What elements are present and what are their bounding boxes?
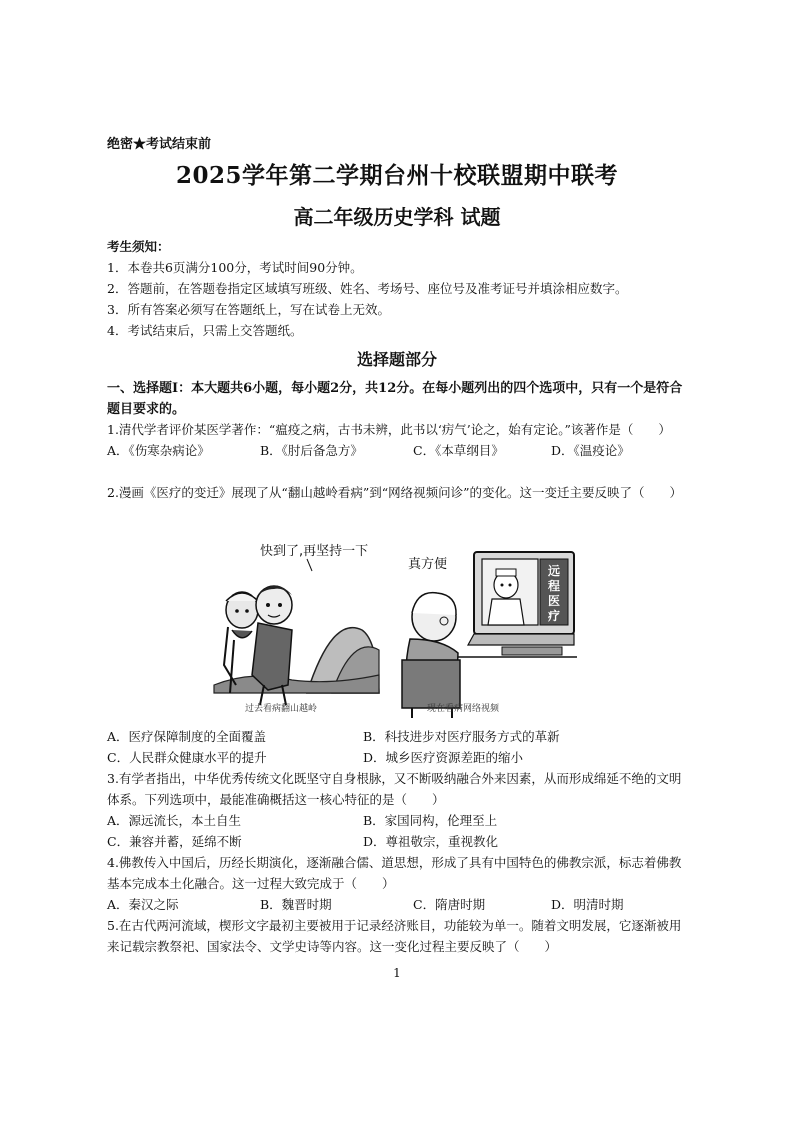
question-options: [107, 440, 687, 461]
question-stem: 5.在古代两河流域，楔形文字最初主要被用于记录经济账目，功能较为单一。随着文明发展，它逐渐被用来记载宗教祭祀、国家法令、文学史诗等内容。这一变化过程主要反映了（ ）: [107, 918, 682, 954]
question-2-options: [107, 726, 687, 768]
notes-heading: 考生须知：: [107, 239, 170, 254]
option-a: A．医疗保障制度的全面覆盖: [107, 729, 267, 744]
screen-sign-char: 程: [548, 579, 561, 593]
part1-heading: 一、选择题Ⅰ：本大题共6小题，每小题2分，共12分。在每小题列出的四个选项中，只有一个是符合题目要求的。: [107, 381, 683, 417]
question-5: [107, 915, 687, 957]
note-item: 4．考试结束后，只需上交答题纸。: [107, 323, 303, 338]
mountain-scene: [214, 575, 379, 705]
option-c: C．隋唐时期: [413, 897, 486, 912]
option-c: C．兼容并蓄，延绵不断: [107, 834, 242, 849]
left-speech: 快到了,再坚持一下: [260, 544, 369, 559]
question-3: [107, 768, 687, 852]
question-2: [107, 482, 687, 503]
right-speech: 真方便: [408, 557, 448, 572]
screen-sign-char: 疗: [548, 609, 561, 623]
confidential-label: 绝密★考试结束前: [107, 137, 212, 152]
option-c: C．《本草纲目》: [413, 443, 504, 458]
question-1: [107, 419, 687, 461]
option-b: B．《肘后备急方》: [260, 443, 363, 458]
exam-subtitle: 高二年级历史学科 试题: [293, 205, 501, 229]
option-b: B．家国同构，伦理至上: [363, 813, 498, 828]
note-item: 3．所有答案必须写在答题纸上，写在试卷上无效。: [107, 302, 390, 317]
right-caption: 现在看病网络视频: [427, 704, 500, 714]
option-c: C．人民群众健康水平的提升: [107, 750, 267, 765]
option-d: D．《温疫论》: [551, 443, 630, 458]
option-d: D．城乡医疗资源差距的缩小: [363, 750, 524, 765]
cartoon-figure: [212, 535, 582, 720]
candidate-notes: [107, 236, 687, 341]
option-b: B．科技进步对医疗服务方式的革新: [363, 729, 560, 744]
question-stem: 4.佛教传入中国后，历经长期演化，逐渐融合儒、道思想，形成了具有中国特色的佛教宗派，标志着佛教基本完成本土化融合。这一过程大致完成于（ ）: [107, 855, 682, 891]
option-d: D．明清时期: [551, 897, 624, 912]
screen-sign-char: 远: [548, 564, 561, 578]
option-a: A．秦汉之际: [107, 897, 179, 912]
option-b: B．魏晋时期: [260, 897, 332, 912]
question-stem: 3.有学者指出，中华优秀传统文化既坚守自身根脉，又不断吸纳融合外来因素，从而形成绵延不绝的文明体系。下列选项中，最能准确概括这一核心特征的是（ ）: [107, 771, 682, 807]
question-4: [107, 852, 687, 915]
exam-title: 2025学年第二学期台州十校联盟期中联考: [175, 162, 618, 189]
question-stem: 2.漫画《医疗的变迁》展现了从“翻山越岭看病”到“网络视频问诊”的变化。这一变迁主要反映了（ ）: [107, 485, 682, 500]
screen-sign-char: 医: [548, 594, 561, 608]
option-a: A．《伤寒杂病论》: [107, 443, 210, 458]
section-title: 选择题部分: [356, 350, 437, 369]
left-caption: 过去看病翻山越岭: [245, 704, 318, 714]
page-number: 1: [393, 966, 401, 980]
question-options: [107, 894, 687, 915]
note-item: 1．本卷共6页满分100分，考试时间90分钟。: [107, 260, 363, 275]
question-stem: 1.清代学者评价某医学著作：“瘟疫之病，古书未辨，此书以‘疠气’论之，始有定论。”该著作是（ ）: [107, 422, 671, 437]
option-a: A．源远流长，本土自生: [107, 813, 242, 828]
option-d: D．尊祖敬宗，重视教化: [363, 834, 499, 849]
note-item: 2．答题前，在答题卷指定区域填写班级、姓名、考场号、座位号及准考证号并填涂相应数字。: [107, 281, 628, 296]
